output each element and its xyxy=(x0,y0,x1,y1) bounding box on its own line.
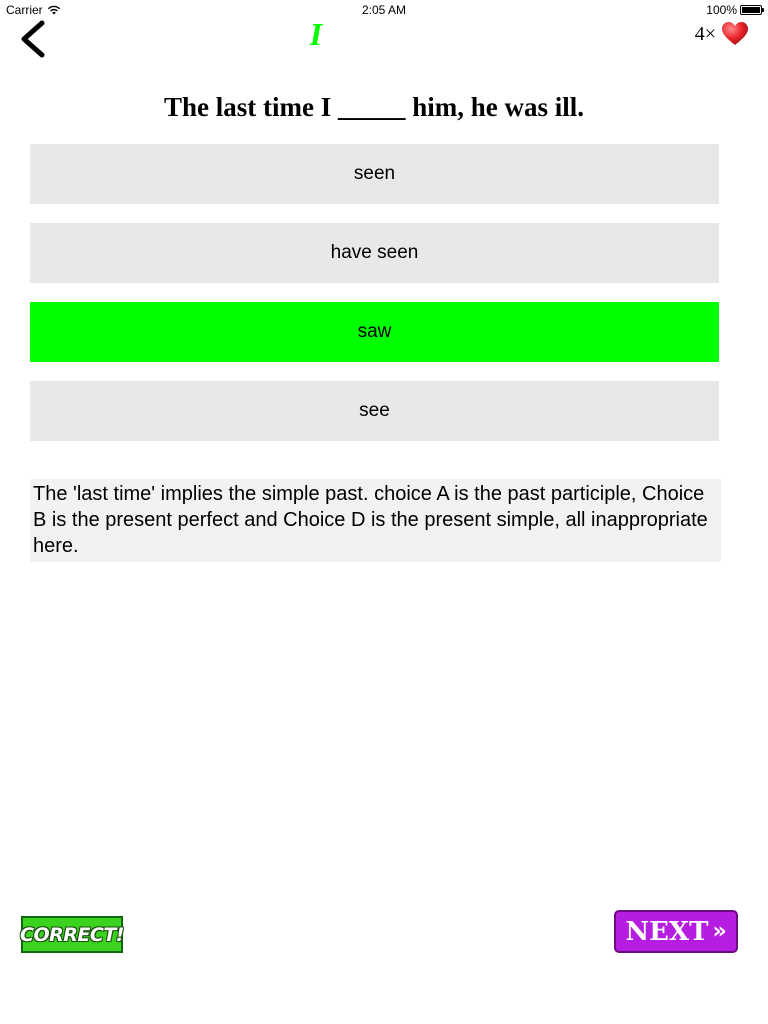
double-chevron-right-icon: » xyxy=(712,919,727,944)
answer-list xyxy=(30,144,719,460)
question-text: The last time I _____ him, he was ill. xyxy=(163,92,584,122)
carrier-label: Carrier xyxy=(6,3,43,17)
answer-option-b[interactable]: have seen xyxy=(30,223,719,283)
heart-icon xyxy=(722,22,748,46)
battery-status xyxy=(706,3,762,17)
battery-icon xyxy=(740,5,762,15)
next-button[interactable] xyxy=(614,910,738,953)
next-button-label: NEXT xyxy=(625,916,709,947)
answer-option-a[interactable]: seen xyxy=(30,144,719,204)
answer-option-d[interactable]: see xyxy=(30,381,719,441)
correct-badge xyxy=(21,916,123,953)
lives-count: 4× xyxy=(694,22,716,45)
correct-badge-label: CORRECT! xyxy=(20,923,124,946)
battery-percent: 100% xyxy=(706,3,737,17)
lives-counter xyxy=(695,22,748,46)
explanation-text: The 'last time' implies the simple past. choice A is the past participle, Choice B is the present perfect and Choice D is the present simple, all inappropriate here. xyxy=(30,479,721,562)
level-title: I xyxy=(309,16,323,52)
battery-fill xyxy=(742,7,760,13)
answer-option-c[interactable]: saw xyxy=(30,302,719,362)
clock: 2:05 AM xyxy=(361,3,407,17)
